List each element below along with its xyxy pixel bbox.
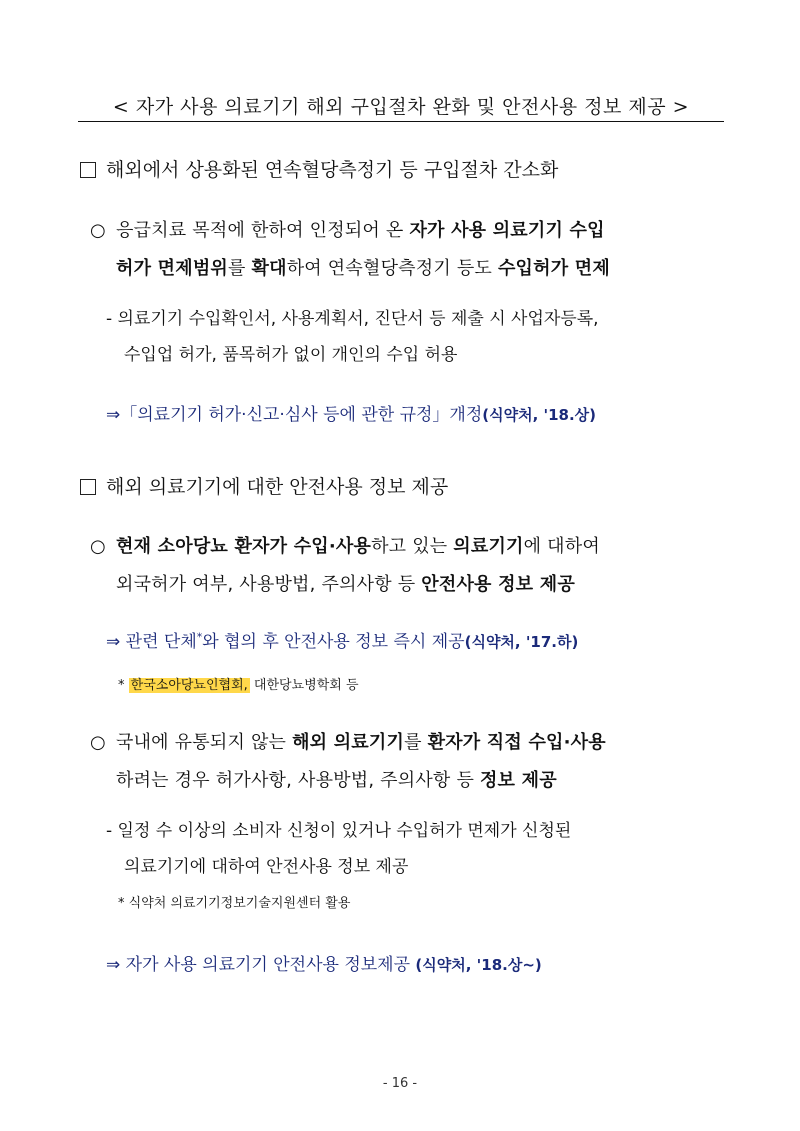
page-number: - 16 -	[382, 1076, 418, 1091]
bold-text: 안전사용 정보 제공	[421, 574, 575, 595]
arrow-text: 와 협의 후 안전사용 정보 즉시 제공	[202, 632, 465, 652]
text-span: 외국허가 여부, 사용방법, 주의사항 등	[116, 574, 422, 595]
checkbox-square-icon	[80, 162, 96, 178]
text-span: 국내에 유통되지 않는	[116, 732, 293, 753]
bold-text: 환자가 직접 수입·사용	[427, 732, 606, 753]
text-span: 하여 연속혈당측정기 등도	[286, 258, 498, 279]
bold-text: 자가 사용 의료기기 수입	[409, 220, 605, 241]
page-title: < 자가 사용 의료기기 해외 구입절차 완화 및 안전사용 정보 제공 >	[78, 92, 724, 122]
circle-bullet-icon: ○	[90, 220, 106, 241]
highlighted-text: 한국소아당뇨인협회,	[130, 678, 248, 693]
circle-bullet-icon: ○	[90, 536, 106, 557]
section2-arrow1-line	[106, 627, 578, 652]
footnote-marker: *	[196, 630, 203, 644]
section2-bullet1-line1	[90, 532, 600, 558]
text-span: 대한당뇨병학회 등	[249, 678, 359, 693]
section2-footnote2: * 식약처 의료기기정보기술지원센터 활용	[118, 896, 351, 911]
text-span: 를	[404, 732, 428, 753]
checkbox-square-icon	[80, 479, 96, 495]
text-span: 에 대하여	[523, 536, 600, 557]
bold-text: 의료기기	[453, 536, 524, 557]
section1-arrow-line	[106, 400, 596, 425]
section2-bullet1-line2	[116, 570, 575, 596]
arrow-text: ⇒ 관련 단체	[106, 632, 197, 652]
section2-heading-text: 해외 의료기기에 대한 안전사용 정보 제공	[106, 476, 449, 498]
section2-arrow2-line	[106, 950, 542, 975]
arrow-note: (식약처, '18.상~)	[415, 956, 542, 974]
section2-heading	[80, 472, 448, 499]
section1-sub1-line2: 수입업 허가, 품목허가 없이 개인의 수입 허용	[124, 345, 458, 365]
footnote-star: *	[118, 678, 129, 693]
arrow-text: ⇒ 자가 사용 의료기기 안전사용 정보제공	[106, 955, 411, 975]
section1-heading	[80, 155, 558, 182]
bold-text: 해외 의료기기	[292, 732, 405, 753]
section1-heading-text: 해외에서 상용화된 연속혈당측정기 등 구입절차 간소화	[106, 159, 559, 181]
section1-sub1-line1: - 의료기기 수입확인서, 사용계획서, 진단서 등 제출 시 사업자등록,	[106, 309, 599, 329]
section2-sub2-line2: 의료기기에 대하여 안전사용 정보 제공	[124, 857, 409, 877]
text-span: 하고 있는	[371, 536, 454, 557]
arrow-text: ⇒「의료기기 허가·신고·심사 등에 관한 규정」개정	[106, 405, 483, 425]
bold-text: 확대	[251, 258, 287, 279]
section2-bullet2-line2	[116, 766, 557, 792]
arrow-note: (식약처, '17.하)	[464, 633, 579, 651]
bold-text: 허가 면제범위	[116, 258, 228, 279]
text-span: 응급치료 목적에 한하여 인정되어 온	[116, 220, 410, 241]
bold-text: 정보 제공	[479, 770, 557, 791]
text-span: 를	[228, 258, 252, 279]
section2-footnote1	[118, 674, 359, 693]
bold-text: 수입허가 면제	[497, 258, 610, 279]
section1-bullet1-line1	[90, 216, 605, 242]
section1-bullet1-line2	[116, 254, 610, 280]
text-span: 하려는 경우 허가사항, 사용방법, 주의사항 등	[116, 770, 480, 791]
bold-text: 현재 소아당뇨 환자가 수입·사용	[116, 536, 372, 557]
arrow-note: (식약처, '18.상)	[482, 406, 597, 424]
section2-bullet2-line1	[90, 728, 606, 754]
section2-sub2-line1: - 일정 수 이상의 소비자 신청이 있거나 수입허가 면제가 신청된	[106, 821, 572, 841]
circle-bullet-icon: ○	[90, 732, 106, 753]
